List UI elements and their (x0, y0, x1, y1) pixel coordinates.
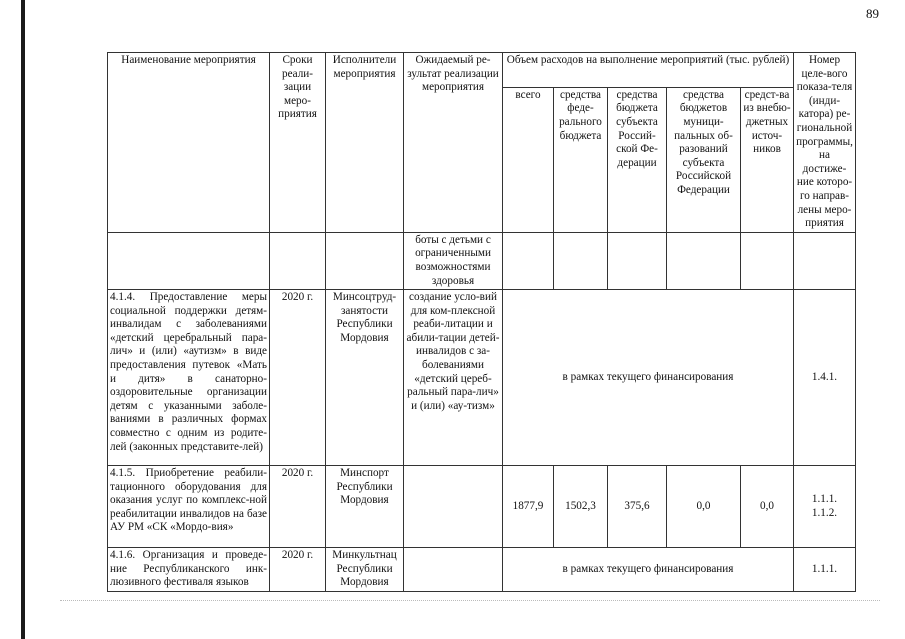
cell-subject: 375,6 (608, 466, 667, 548)
cell-name (108, 232, 270, 289)
header-municipal: средства бюджетов муници-пальных об-разований субъекта Российской Федерации (667, 87, 741, 232)
cell-financing: в рамках текущего финансирования (503, 290, 794, 466)
header-subject: средства бюджета субъекта Россий-ской Фе-дерации (608, 87, 667, 232)
header-federal: средства феде-рального бюджета (554, 87, 608, 232)
header-extrabudget: средст-ва из внебю-джетных источ-ников (741, 87, 794, 232)
cell-municipal (667, 232, 741, 289)
cell-result: боты с детьми с ограниченными возможностями здоровья (404, 232, 503, 289)
cell-term: 2020 г. (270, 466, 326, 548)
cell-executor: Минспорт Республики Мордовия (326, 466, 404, 548)
header-name: Наименование мероприятия (108, 53, 270, 233)
cell-result: создание усло-вий для ком-плексной реаби-литации и абили-тации детей-инвалидов с за-болеваниями «детский цереб-ральный пара-лич» и (или) «ау-тизм» (404, 290, 503, 466)
cell-indicator: 1.4.1. (794, 290, 856, 466)
indicator-line: 1.1.2. (811, 506, 838, 519)
cell-result (404, 466, 503, 548)
cell-name: 4.1.4. Предоставление меры социальной поддержки детям-инвалидам с заболеваниями «детский церебральный пара-лич» и (или) «аутизм» в виде предоставления путевок «Мать и дитя» в санаторно-оздоровительные организации детям с указанными заболе-ваниями в различных формах совместно с одним из родите-лей (законных представите-лей) (108, 290, 270, 466)
scan-page-edge (21, 0, 25, 639)
cell-term: 2020 г. (270, 548, 326, 592)
header-total: всего (503, 87, 554, 232)
cell-result (404, 548, 503, 592)
cell-term (270, 232, 326, 289)
cell-indicator: 1.1.1. (794, 548, 856, 592)
header-executors: Исполнители мероприятия (326, 53, 404, 233)
header-terms: Сроки реали-зации меро-приятия (270, 53, 326, 233)
cell-name: 4.1.5. Приобретение реабили-тационного оборудования для оказания услуг по комплекс-ной реабилитации инвалидов на базе АУ РМ «СК «Мордо-вия» (108, 466, 270, 548)
cell-term: 2020 г. (270, 290, 326, 466)
header-row (108, 53, 856, 88)
table-row (108, 290, 856, 466)
table-row (108, 548, 856, 592)
scan-noise-line (60, 600, 880, 603)
cell-extrabudget (741, 232, 794, 289)
cell-subject (608, 232, 667, 289)
cell-financing: в рамках текущего финансирования (503, 548, 794, 592)
cell-federal: 1502,3 (554, 466, 608, 548)
page-number: 89 (866, 6, 879, 21)
cell-total (503, 232, 554, 289)
indicator-line: 1.1.1. (811, 493, 838, 505)
cell-indicator (794, 232, 856, 289)
cell-indicator (794, 466, 856, 548)
cell-federal (554, 232, 608, 289)
cell-municipal: 0,0 (667, 466, 741, 548)
header-expenses: Объем расходов на выполнение мероприятий (тыс. рублей) (503, 53, 794, 88)
header-expected-result: Ожидаемый ре-зультат реализации мероприятия (404, 53, 503, 233)
table-row (108, 232, 856, 289)
cell-name: 4.1.6. Организация и проведе-ние Республиканского инк-люзивного фестиваля языков (108, 548, 270, 592)
table-row (108, 466, 856, 548)
cell-executor: Минсоцтруд-занятости Республики Мордовия (326, 290, 404, 466)
cell-total: 1877,9 (503, 466, 554, 548)
measures-table (107, 52, 856, 592)
cell-executor: Минкультнац Республики Мордовия (326, 548, 404, 592)
cell-executor (326, 232, 404, 289)
cell-extrabudget: 0,0 (741, 466, 794, 548)
header-indicator: Номер целе-вого показа-теля (инди-катора) ре-гиональной программы, на достиже-ние которо-го направ-лены меро-приятия (794, 53, 856, 233)
